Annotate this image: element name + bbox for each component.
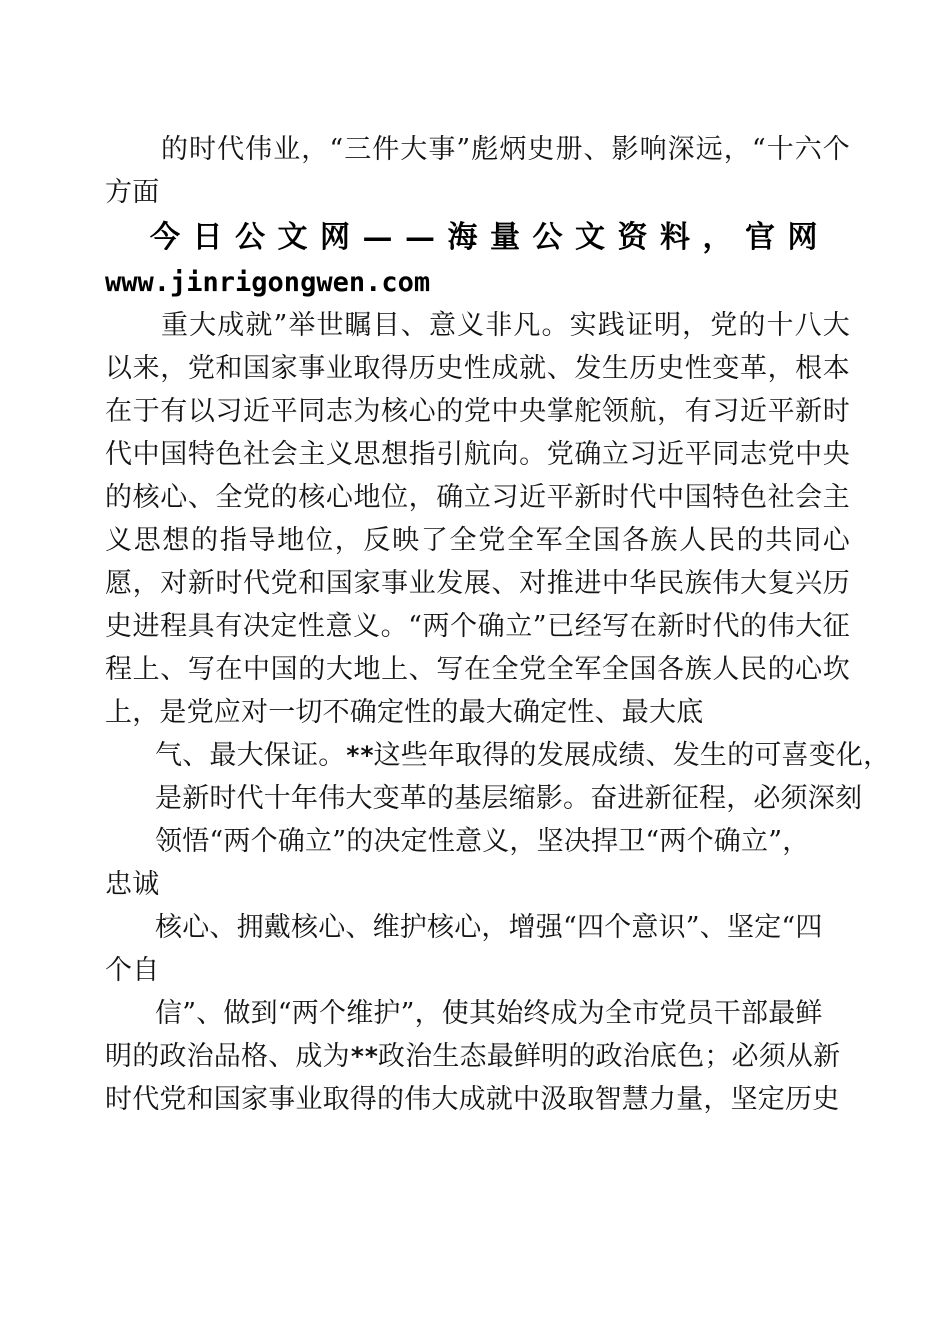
text-line: 信”、做到“两个维护”，使其始终成为全市党员干部最鲜 bbox=[155, 998, 823, 1029]
line-text-suffix: 政治生态最鲜明的政治底色；必须从新 bbox=[377, 1041, 841, 1072]
paragraph-opening: 的时代伟业，“三件大事”彪炳史册、影响深远，“十六个方面 bbox=[105, 134, 850, 208]
text-line: 忠诚 bbox=[105, 869, 160, 900]
line-text-prefix: 明的政治品格、成为 bbox=[105, 1041, 350, 1072]
site-banner-heading: 今日公文网——海量公文资料，官网 bbox=[150, 220, 830, 255]
line-text-prefix: 气、最大保证。 bbox=[155, 740, 346, 771]
text-line: 个自 bbox=[105, 955, 160, 986]
document-body bbox=[105, 128, 891, 1121]
text-line: 核心、拥戴核心、维护核心，增强“四个意识”、坚定“四 bbox=[155, 912, 823, 943]
paragraph-political-character bbox=[105, 992, 850, 1121]
text-line bbox=[105, 1035, 850, 1078]
site-banner-url: www.jinrigongwen.com bbox=[105, 267, 431, 298]
redaction-marker: ** bbox=[349, 1042, 378, 1071]
paragraph-main-achievements: 重大成就”举世瞩目、意义非凡。实践证明，党的十八大以来，党和国家事业取得历史性成就、发生历史性变革，根本在于有以习近平同志为核心的党中央掌舵领航，有习近平新时代中国特色社会主义思想指引航向。党确立习近平同志党中央的核心、全党的核心地位，确立习近平新时代中国特色社会主义思想的指导地位，反映了全党全军全国各族人民的共同心愿，对新时代党和国家事业发展、对推进中华民族伟大复兴历史进程具有决定性意义。“两个确立”已经写在新时代的伟大征程上、写在中国的大地上、写在全党全军全国各族人民的心坎上，是党应对一切不确定性的最大确定性、最大底 bbox=[105, 310, 850, 728]
paragraph-two-establishments bbox=[105, 734, 891, 906]
line-text-suffix: 这些年取得的发展成绩、发生的可喜变化， bbox=[373, 740, 891, 771]
paragraph-core-consciousness bbox=[105, 906, 850, 992]
text-line: 领悟“两个确立”的决定性意义，坚决捍卫“两个确立”， bbox=[155, 826, 810, 857]
redaction-marker: ** bbox=[345, 741, 374, 770]
text-line: 是新时代十年伟大变革的基层缩影。奋进新征程，必须深刻 bbox=[155, 783, 863, 814]
text-line: 时代党和国家事业取得的伟大成就中汲取智慧力量，坚定历史 bbox=[105, 1084, 840, 1115]
text-line bbox=[105, 734, 891, 777]
